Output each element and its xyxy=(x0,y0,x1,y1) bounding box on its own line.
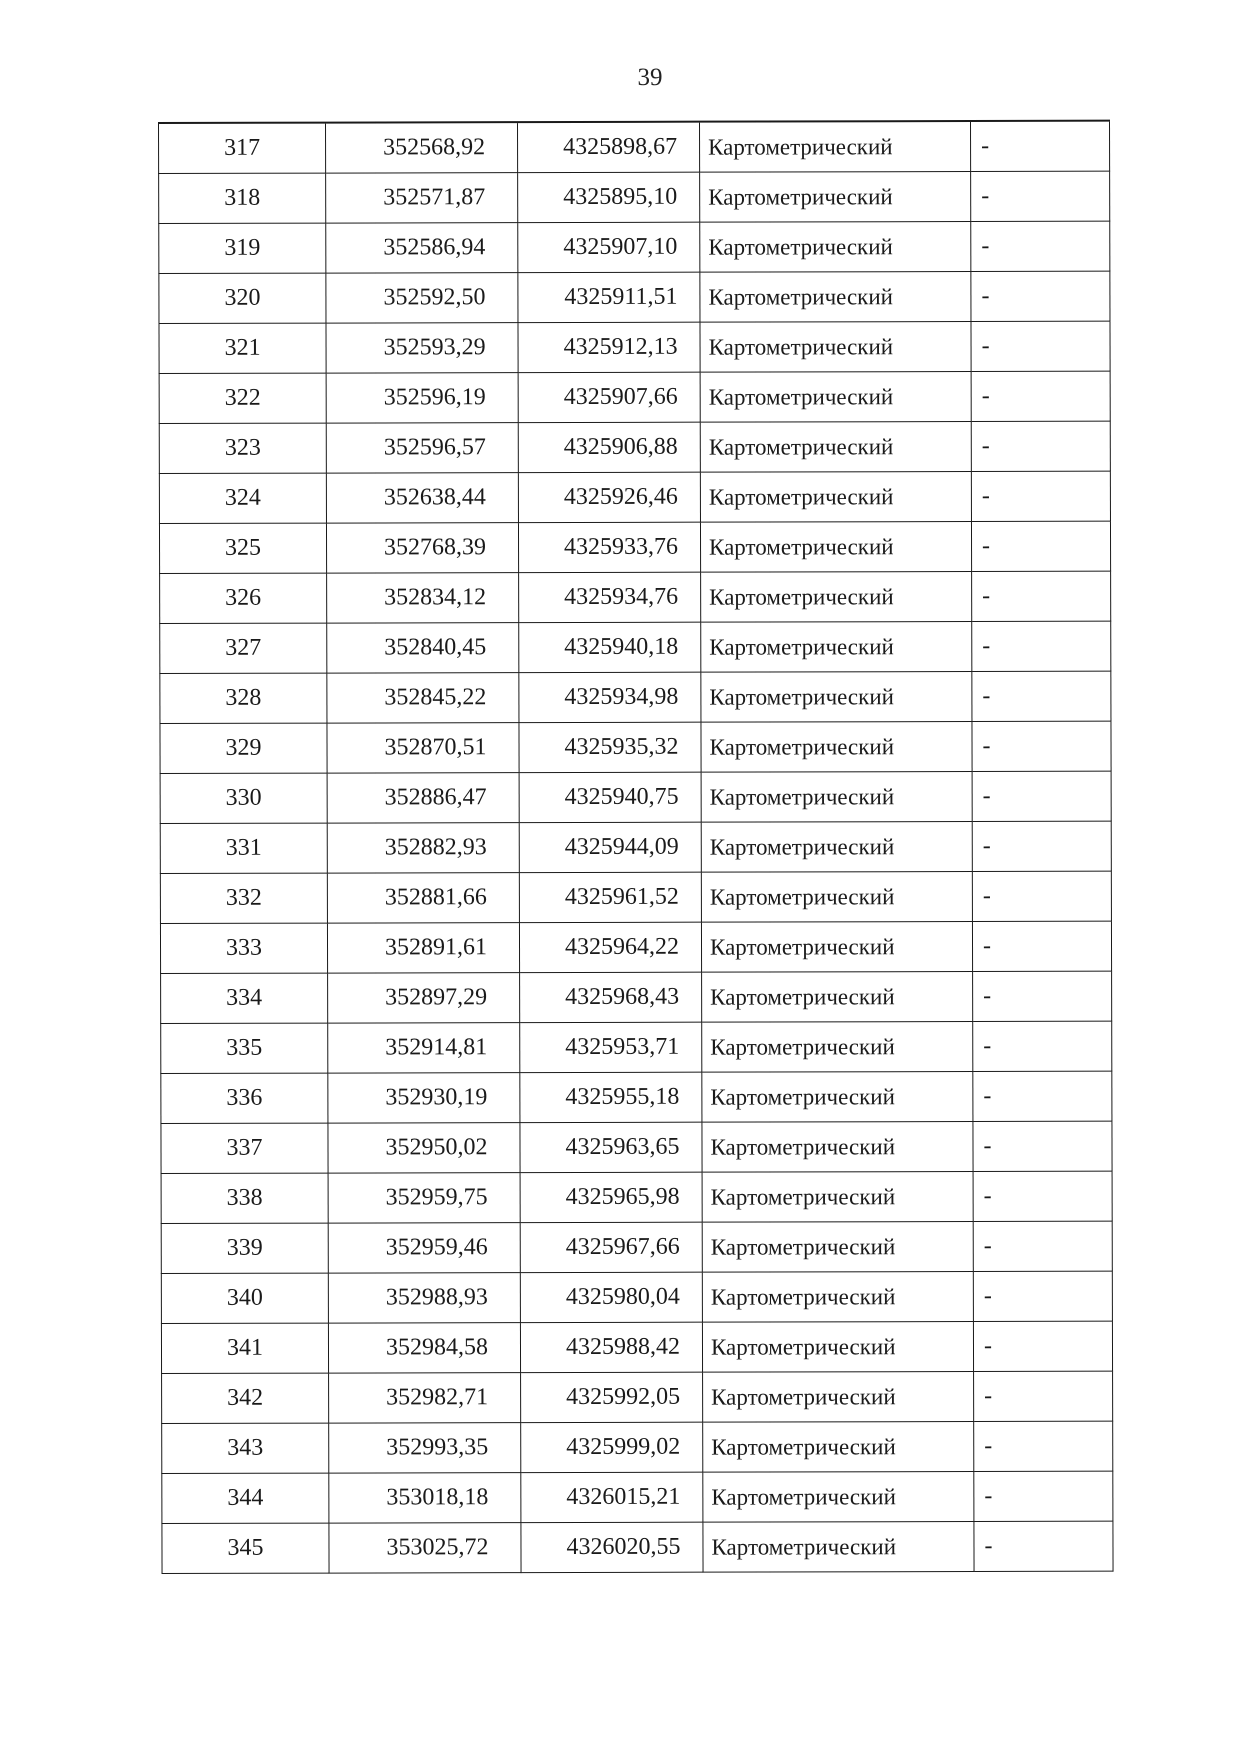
accuracy-cell: - xyxy=(971,371,1110,421)
x-coordinate-cell: 352568,92 xyxy=(326,122,518,173)
x-coordinate-cell: 352886,47 xyxy=(327,773,519,823)
coordinates-table xyxy=(158,120,1114,1574)
point-number-cell: 317 xyxy=(159,123,326,174)
y-coordinate-cell: 4325963,65 xyxy=(520,1122,702,1172)
point-number-cell: 325 xyxy=(159,523,326,573)
table-row xyxy=(160,921,1111,973)
y-coordinate-cell: 4325907,66 xyxy=(518,372,700,422)
y-coordinate-cell: 4325953,71 xyxy=(520,1022,702,1072)
accuracy-cell: - xyxy=(973,1121,1112,1171)
x-coordinate-cell: 352882,93 xyxy=(327,823,519,873)
method-cell: Картометрический xyxy=(701,622,972,673)
x-coordinate-cell: 352834,12 xyxy=(327,573,519,623)
accuracy-cell: - xyxy=(973,971,1112,1021)
table-row xyxy=(161,1071,1112,1123)
method-cell: Картометрический xyxy=(700,472,971,523)
accuracy-cell: - xyxy=(971,321,1110,371)
y-coordinate-cell: 4325961,52 xyxy=(519,872,701,922)
table-row xyxy=(162,1371,1113,1423)
x-coordinate-cell: 352897,29 xyxy=(328,973,520,1023)
point-number-cell: 340 xyxy=(161,1273,328,1323)
method-cell: Картометрический xyxy=(702,972,973,1023)
y-coordinate-cell: 4325912,13 xyxy=(518,322,700,372)
method-cell: Картометрический xyxy=(702,1072,973,1123)
x-coordinate-cell: 352586,94 xyxy=(326,223,518,273)
point-number-cell: 342 xyxy=(162,1373,329,1423)
y-coordinate-cell: 4325964,22 xyxy=(519,922,701,972)
table-row xyxy=(159,121,1110,174)
x-coordinate-cell: 352845,22 xyxy=(327,673,519,723)
point-number-cell: 322 xyxy=(159,373,326,423)
method-cell: Картометрический xyxy=(700,372,971,423)
accuracy-cell: - xyxy=(971,121,1110,172)
table-row xyxy=(161,1321,1112,1373)
accuracy-cell: - xyxy=(971,421,1110,471)
point-number-cell: 331 xyxy=(160,823,327,873)
accuracy-cell: - xyxy=(973,1071,1112,1121)
point-number-cell: 334 xyxy=(161,973,328,1023)
x-coordinate-cell: 352881,66 xyxy=(327,873,519,923)
y-coordinate-cell: 4325911,51 xyxy=(518,272,700,322)
point-number-cell: 329 xyxy=(160,723,327,773)
y-coordinate-cell: 4325935,32 xyxy=(519,722,701,772)
page-number: 39 xyxy=(637,64,663,91)
accuracy-cell: - xyxy=(974,1421,1113,1471)
accuracy-cell: - xyxy=(973,1321,1112,1371)
x-coordinate-cell: 352993,35 xyxy=(329,1423,521,1473)
method-cell: Картометрический xyxy=(700,272,971,323)
x-coordinate-cell: 352914,81 xyxy=(328,1023,520,1073)
x-coordinate-cell: 352638,44 xyxy=(326,473,518,523)
x-coordinate-cell: 352593,29 xyxy=(326,323,518,373)
accuracy-cell: - xyxy=(973,1171,1112,1221)
method-cell: Картометрический xyxy=(701,872,972,923)
accuracy-cell: - xyxy=(974,1471,1113,1521)
x-coordinate-cell: 352596,57 xyxy=(326,423,518,473)
accuracy-cell: - xyxy=(973,1271,1112,1321)
table-row xyxy=(161,1221,1112,1273)
y-coordinate-cell: 4325955,18 xyxy=(520,1072,702,1122)
table-row xyxy=(161,1121,1112,1173)
table-row xyxy=(162,1421,1113,1473)
table-row xyxy=(159,371,1110,423)
point-number-cell: 344 xyxy=(162,1473,329,1523)
x-coordinate-cell: 353018,18 xyxy=(329,1473,521,1523)
point-number-cell: 339 xyxy=(161,1223,328,1273)
method-cell: Картометрический xyxy=(701,822,972,873)
method-cell: Картометрический xyxy=(702,1272,973,1323)
table-row xyxy=(159,171,1110,223)
method-cell: Картометрический xyxy=(702,1222,973,1273)
x-coordinate-cell: 352930,19 xyxy=(328,1073,520,1123)
point-number-cell: 319 xyxy=(159,223,326,273)
method-cell: Картометрический xyxy=(703,1522,974,1573)
y-coordinate-cell: 4325992,05 xyxy=(521,1372,703,1422)
method-cell: Картометрический xyxy=(701,772,972,823)
point-number-cell: 335 xyxy=(161,1023,328,1073)
point-number-cell: 326 xyxy=(160,573,327,623)
point-number-cell: 327 xyxy=(160,623,327,673)
table-row xyxy=(159,421,1110,473)
point-number-cell: 320 xyxy=(159,273,326,323)
point-number-cell: 345 xyxy=(162,1523,329,1573)
accuracy-cell: - xyxy=(972,871,1111,921)
point-number-cell: 338 xyxy=(161,1173,328,1223)
method-cell: Картометрический xyxy=(701,572,972,623)
y-coordinate-cell: 4325934,76 xyxy=(519,572,701,622)
point-number-cell: 330 xyxy=(160,773,327,823)
accuracy-cell: - xyxy=(972,721,1111,771)
table-row xyxy=(160,821,1111,873)
y-coordinate-cell: 4325906,88 xyxy=(518,422,700,472)
point-number-cell: 321 xyxy=(159,323,326,373)
x-coordinate-cell: 352592,50 xyxy=(326,273,518,323)
method-cell: Картометрический xyxy=(702,1322,973,1373)
point-number-cell: 323 xyxy=(159,423,326,473)
table-row xyxy=(160,871,1111,923)
table-row xyxy=(159,221,1110,273)
y-coordinate-cell: 4325907,10 xyxy=(518,222,700,272)
method-cell: Картометрический xyxy=(701,722,972,773)
point-number-cell: 336 xyxy=(161,1073,328,1123)
x-coordinate-cell: 352891,61 xyxy=(327,923,519,973)
accuracy-cell: - xyxy=(971,471,1110,521)
x-coordinate-cell: 352870,51 xyxy=(327,723,519,773)
point-number-cell: 318 xyxy=(159,173,326,223)
x-coordinate-cell: 353025,72 xyxy=(329,1523,521,1573)
table-row xyxy=(159,471,1110,523)
method-cell: Картометрический xyxy=(702,1022,973,1073)
method-cell: Картометрический xyxy=(703,1472,974,1523)
table-row xyxy=(161,1171,1112,1223)
method-cell: Картометрический xyxy=(700,222,971,273)
point-number-cell: 332 xyxy=(160,873,327,923)
method-cell: Картометрический xyxy=(703,1372,974,1423)
y-coordinate-cell: 4325944,09 xyxy=(519,822,701,872)
x-coordinate-cell: 352768,39 xyxy=(326,523,518,573)
table-row xyxy=(160,571,1111,623)
method-cell: Картометрический xyxy=(703,1422,974,1473)
y-coordinate-cell: 4326020,55 xyxy=(521,1522,703,1572)
y-coordinate-cell: 4325965,98 xyxy=(520,1172,702,1222)
table-row xyxy=(162,1471,1113,1523)
table-row xyxy=(159,271,1110,323)
accuracy-cell: - xyxy=(971,171,1110,221)
y-coordinate-cell: 4326015,21 xyxy=(521,1472,703,1522)
table-row xyxy=(160,721,1111,773)
method-cell: Картометрический xyxy=(702,1122,973,1173)
y-coordinate-cell: 4325988,42 xyxy=(520,1322,702,1372)
method-cell: Картометрический xyxy=(701,672,972,723)
point-number-cell: 324 xyxy=(159,473,326,523)
x-coordinate-cell: 352950,02 xyxy=(328,1123,520,1173)
method-cell: Картометрический xyxy=(700,422,971,473)
y-coordinate-cell: 4325967,66 xyxy=(520,1222,702,1272)
y-coordinate-cell: 4325940,75 xyxy=(519,772,701,822)
y-coordinate-cell: 4325926,46 xyxy=(518,472,700,522)
accuracy-cell: - xyxy=(972,771,1111,821)
accuracy-cell: - xyxy=(974,1371,1113,1421)
x-coordinate-cell: 352959,46 xyxy=(328,1223,520,1273)
method-cell: Картометрический xyxy=(702,1172,973,1223)
y-coordinate-cell: 4325898,67 xyxy=(518,122,700,173)
y-coordinate-cell: 4325895,10 xyxy=(518,172,700,222)
coordinates-table-body xyxy=(159,121,1114,1574)
table-row xyxy=(161,1271,1112,1323)
table-row xyxy=(161,1021,1112,1073)
x-coordinate-cell: 352984,58 xyxy=(328,1323,520,1373)
table-row xyxy=(162,1521,1113,1573)
accuracy-cell: - xyxy=(972,671,1111,721)
x-coordinate-cell: 352571,87 xyxy=(326,173,518,223)
accuracy-cell: - xyxy=(972,621,1111,671)
method-cell: Картометрический xyxy=(700,121,971,172)
accuracy-cell: - xyxy=(972,571,1111,621)
table-row xyxy=(160,771,1111,823)
y-coordinate-cell: 4325934,98 xyxy=(519,672,701,722)
table-row xyxy=(160,671,1111,723)
accuracy-cell: - xyxy=(973,1221,1112,1271)
accuracy-cell: - xyxy=(972,921,1111,971)
x-coordinate-cell: 352959,75 xyxy=(328,1173,520,1223)
y-coordinate-cell: 4325940,18 xyxy=(519,622,701,672)
x-coordinate-cell: 352840,45 xyxy=(327,623,519,673)
accuracy-cell: - xyxy=(971,221,1110,271)
x-coordinate-cell: 352988,93 xyxy=(328,1273,520,1323)
accuracy-cell: - xyxy=(971,271,1110,321)
point-number-cell: 333 xyxy=(160,923,327,973)
x-coordinate-cell: 352596,19 xyxy=(326,373,518,423)
point-number-cell: 343 xyxy=(162,1423,329,1473)
accuracy-cell: - xyxy=(972,821,1111,871)
method-cell: Картометрический xyxy=(700,172,971,223)
table-row xyxy=(161,971,1112,1023)
y-coordinate-cell: 4325980,04 xyxy=(520,1272,702,1322)
point-number-cell: 337 xyxy=(161,1123,328,1173)
point-number-cell: 341 xyxy=(161,1323,328,1373)
accuracy-cell: - xyxy=(971,521,1110,571)
x-coordinate-cell: 352982,71 xyxy=(329,1373,521,1423)
y-coordinate-cell: 4325999,02 xyxy=(521,1422,703,1472)
method-cell: Картометрический xyxy=(700,522,971,573)
table-row xyxy=(159,321,1110,373)
y-coordinate-cell: 4325968,43 xyxy=(520,972,702,1022)
table-row xyxy=(159,521,1110,573)
accuracy-cell: - xyxy=(973,1021,1112,1071)
point-number-cell: 328 xyxy=(160,673,327,723)
accuracy-cell: - xyxy=(974,1521,1113,1571)
method-cell: Картометрический xyxy=(701,922,972,973)
method-cell: Картометрический xyxy=(700,322,971,373)
table-row xyxy=(160,621,1111,673)
y-coordinate-cell: 4325933,76 xyxy=(518,522,700,572)
